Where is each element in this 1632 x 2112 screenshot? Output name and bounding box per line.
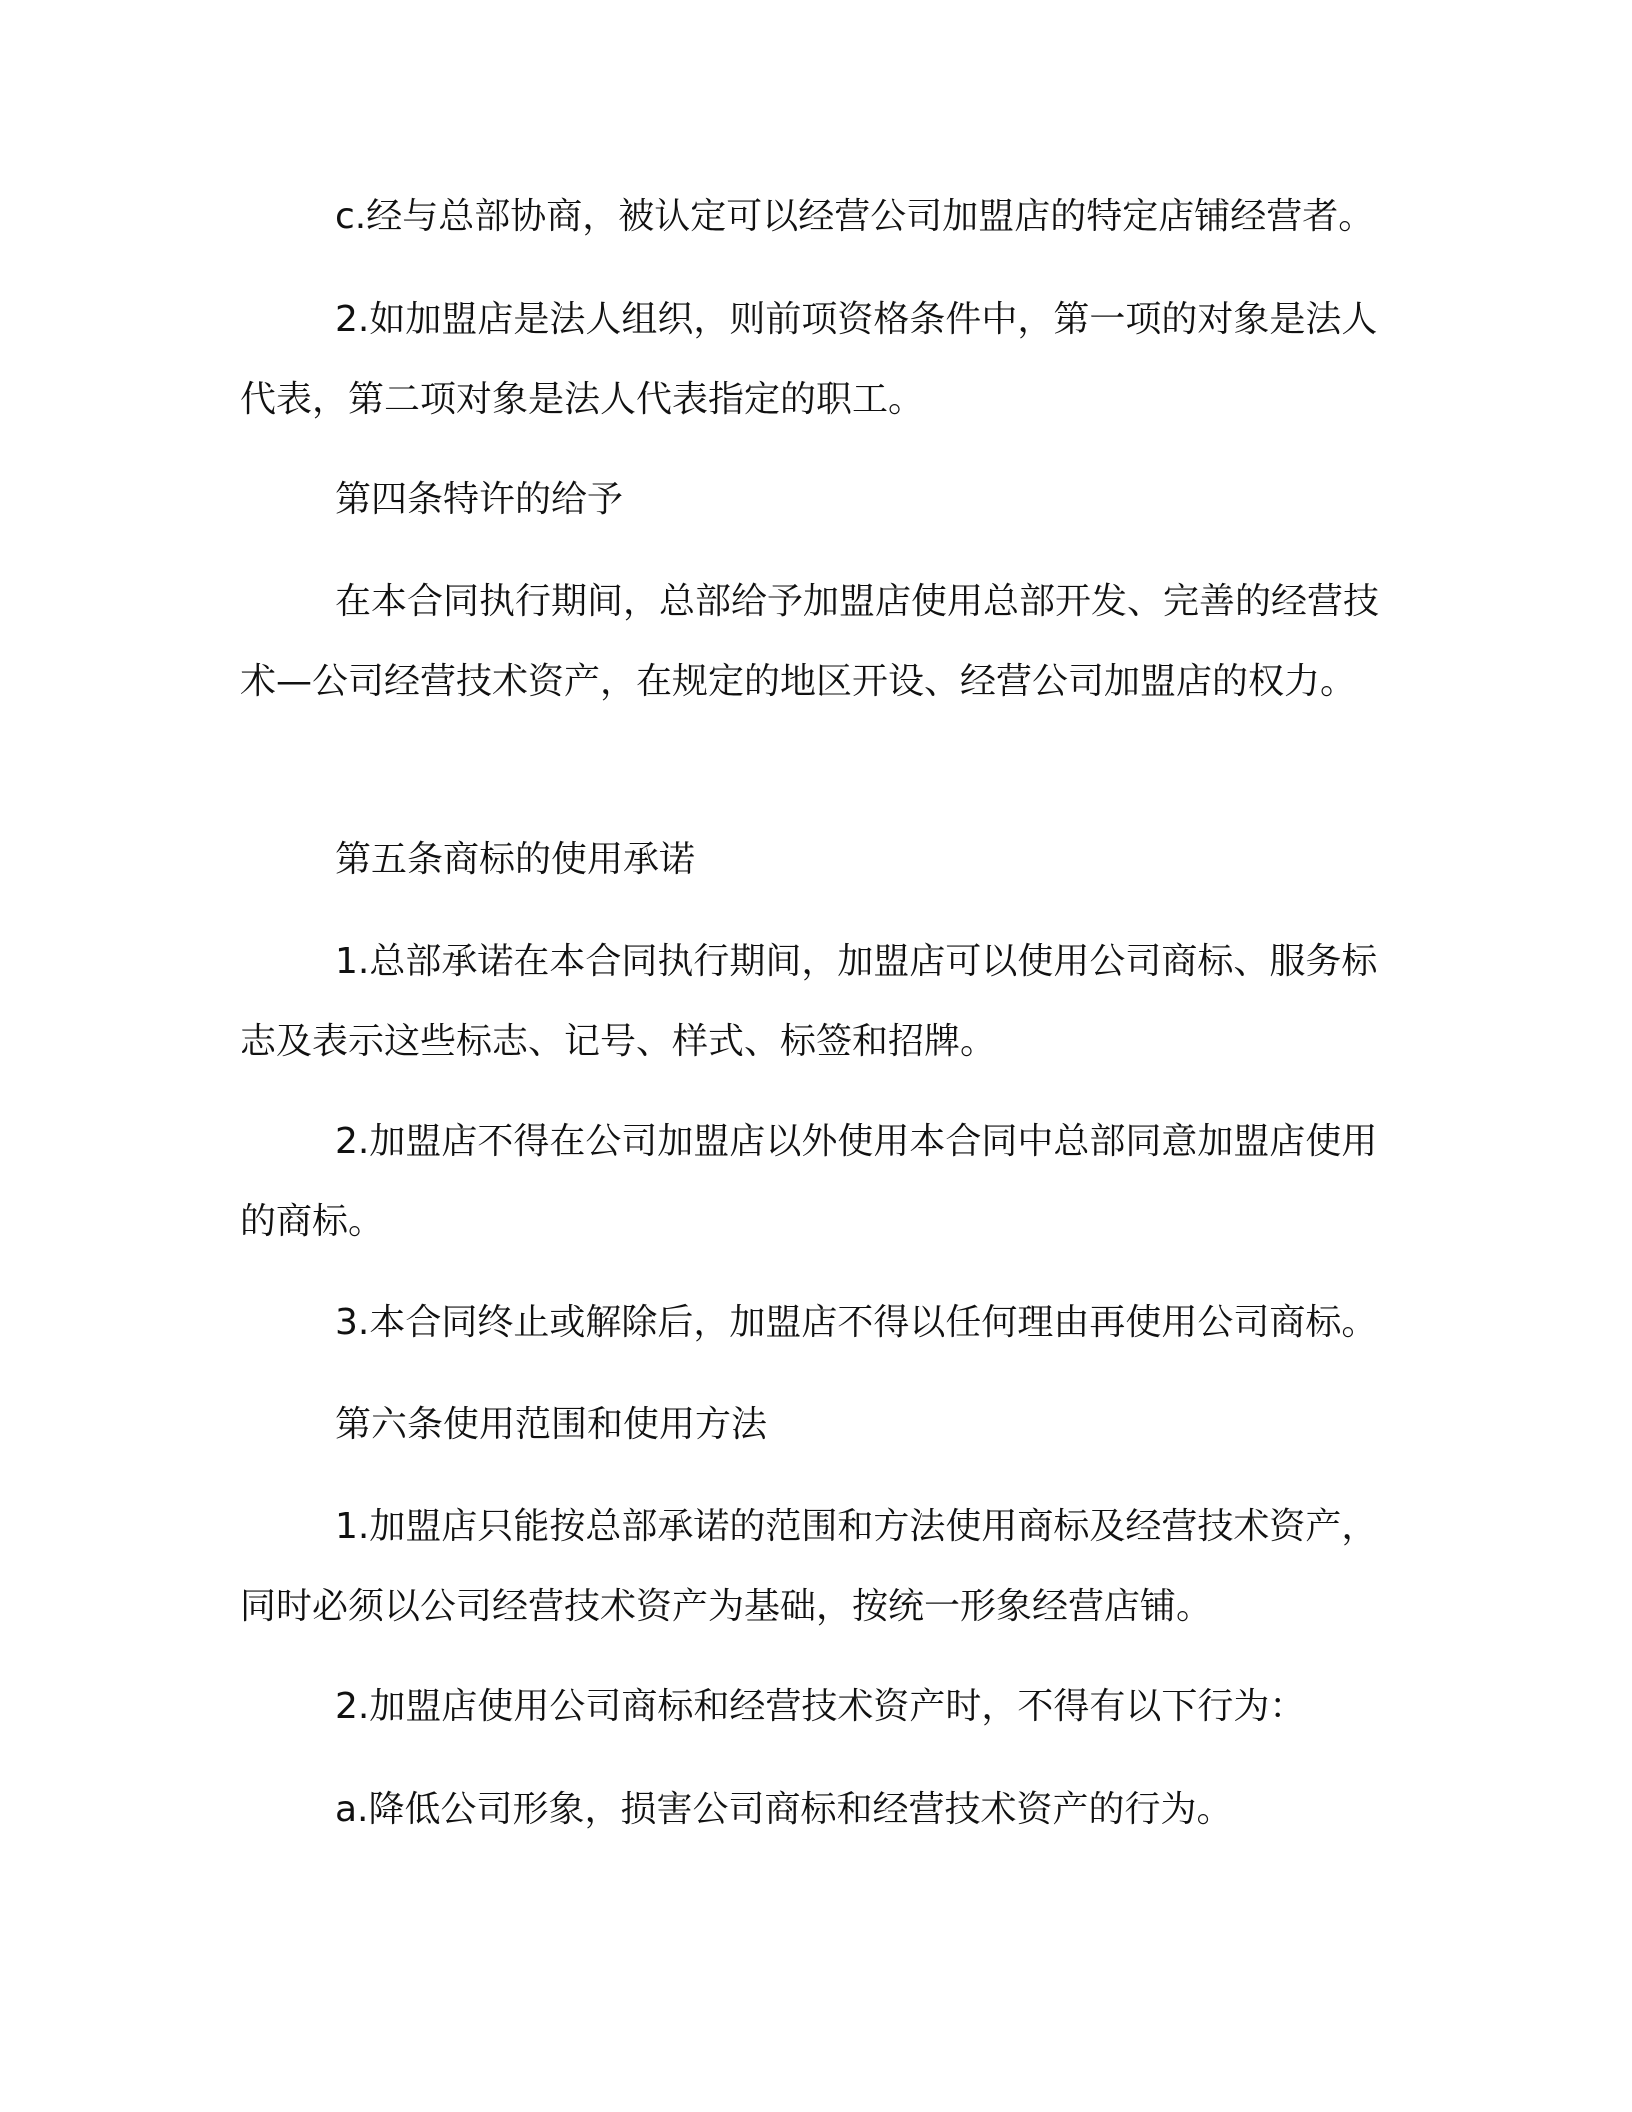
paragraph-article-6-2-a: a.降低公司形象，损害公司商标和经营技术资产的行为。 <box>335 1789 1233 1830</box>
article-6-heading: 第六条使用范围和使用方法 <box>335 1404 768 1445</box>
paragraph-article-4-body: 在本合同执行期间，总部给予加盟店使用总部开发、完善的经营技术—公司经营技术资产，在规定的地区开设、经营公司加盟店的权力。 <box>240 581 1380 702</box>
paragraph-qualification-c: c.经与总部协商，被认定可以经营公司加盟店的特定店铺经营者。 <box>335 196 1375 237</box>
paragraph-article-6-1: 1.加盟店只能按总部承诺的范围和方法使用商标及经营技术资产，同时必须以公司经营技术资产为基础，按统一形象经营店铺。 <box>240 1506 1378 1627</box>
paragraph-article-6-2: 2.加盟店使用公司商标和经营技术资产时，不得有以下行为： <box>335 1686 1306 1727</box>
paragraph-article-5-3: 3.本合同终止或解除后，加盟店不得以任何理由再使用公司商标。 <box>335 1302 1378 1343</box>
article-4-heading: 第四条特许的给予 <box>335 479 624 520</box>
paragraph-article-5-1: 1.总部承诺在本合同执行期间，加盟店可以使用公司商标、服务标志及表示这些标志、记号、样式、标签和招牌。 <box>240 941 1378 1062</box>
paragraph-qualification-2: 2.如加盟店是法人组织，则前项资格条件中，第一项的对象是法人代表，第二项对象是法人代表指定的职工。 <box>240 299 1378 420</box>
article-5-heading: 第五条商标的使用承诺 <box>335 839 696 880</box>
paragraph-article-5-2: 2.加盟店不得在公司加盟店以外使用本合同中总部同意加盟店使用的商标。 <box>240 1121 1378 1242</box>
